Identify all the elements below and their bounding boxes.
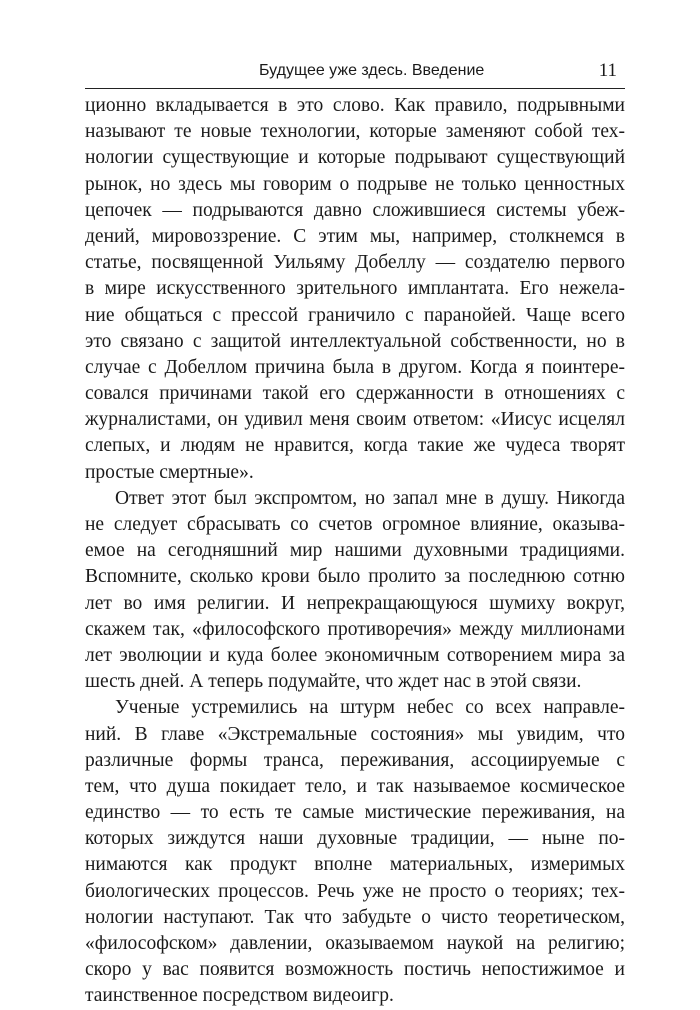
running-title: Будущее уже здесь. Введение — [259, 62, 485, 79]
text-line: шесть дней. А теперь подумайте, что ждет нас в этой связи. — [85, 671, 582, 693]
running-head — [85, 58, 625, 89]
text-line: совался причинами такой его сдержанности в отношениях с — [85, 383, 625, 405]
text-line: лет во имя религии. И непрекращающуюся шумиху вокруг, — [85, 592, 625, 614]
text-line: журналистами, он удивил меня своим ответом: «Иисус исцелял — [85, 409, 625, 431]
text-line: не следует сбрасывать со счетов огромное влияние, оказыва- — [85, 514, 625, 535]
text-line: называют те новые технологии, которые заменяют собой тех- — [85, 121, 625, 143]
text-line: которых зиждутся наши духовные традиции, — ныне по- — [85, 828, 625, 850]
text-line: Ответ этот был экспромтом, но запал мне в душу. Никогда — [115, 487, 625, 509]
text-line: случае с Добеллом причина была в другом. Когда я поинтере- — [85, 356, 625, 378]
text-line: статье, посвященной Уильяму Добеллу — создателю первого — [85, 252, 625, 274]
text-line: «философском» давлении, оказываемом наукой на религию; — [85, 933, 625, 954]
text-line: в мире искусственного зрительного имплантата. Его нежела- — [85, 278, 625, 300]
page-number: 11 — [598, 60, 617, 81]
text-line: Вспомните, сколько крови было пролито за последнюю сотню — [85, 566, 625, 588]
text-line: различные формы транса, переживания, ассоциируемые с — [85, 749, 625, 771]
text-line: Ученые устремились на штурм небес со всех направле- — [115, 697, 625, 719]
text-line: ционно вкладывается в это слово. Как правило, подрывными — [85, 95, 625, 116]
body-text — [85, 93, 625, 1010]
text-line: ний. В главе «Экстремальные состояния» мы увидим, что — [85, 723, 625, 745]
text-line: тем, что душа покидает тело, и так называемое космическое — [85, 775, 625, 797]
text-line: емое на сегодняшний мир нашими духовными традициями. — [85, 540, 625, 562]
text-line: скажем так, «философского противоречия» между миллионами — [85, 618, 625, 640]
text-line: таинственное посредством видеоигр. — [85, 985, 394, 1007]
text-line: биологических процессов. Речь уже не просто о теориях; тех- — [85, 880, 625, 902]
paragraph-1 — [85, 93, 625, 486]
text-line: цепочек — подрываются давно сложившиеся системы убеж- — [85, 199, 625, 221]
text-line: ние общаться с прессой граничило с паранойей. Чаще всего — [85, 304, 625, 326]
text-line: простые смертные». — [85, 461, 254, 483]
paragraph-2 — [85, 486, 625, 696]
text-line: дений, мировоззрение. С этим мы, например, столкнемся в — [85, 225, 625, 247]
text-line: нологии существующие и которые подрывают существующий — [85, 147, 625, 169]
text-line: единство — то есть те самые мистические переживания, на — [85, 802, 625, 824]
paragraph-3 — [85, 695, 625, 1009]
text-line: нологии наступают. Так что забудьте о чисто теоретическом, — [85, 906, 625, 928]
text-line: рынок, но здесь мы говорим о подрыве не только ценностных — [85, 173, 625, 195]
text-line: лет эволюции и куда более экономичным сотворением мира за — [85, 644, 625, 666]
text-line: скоро у вас появится возможность постичь непостижимое и — [85, 959, 625, 981]
text-line: это связано с защитой интеллектуальной собственности, но в — [85, 330, 625, 352]
text-line: нимаются как продукт вполне материальных, измеримых — [85, 854, 625, 876]
text-line: слепых, и людям не нравится, когда такие же чудеса творят — [85, 435, 625, 457]
